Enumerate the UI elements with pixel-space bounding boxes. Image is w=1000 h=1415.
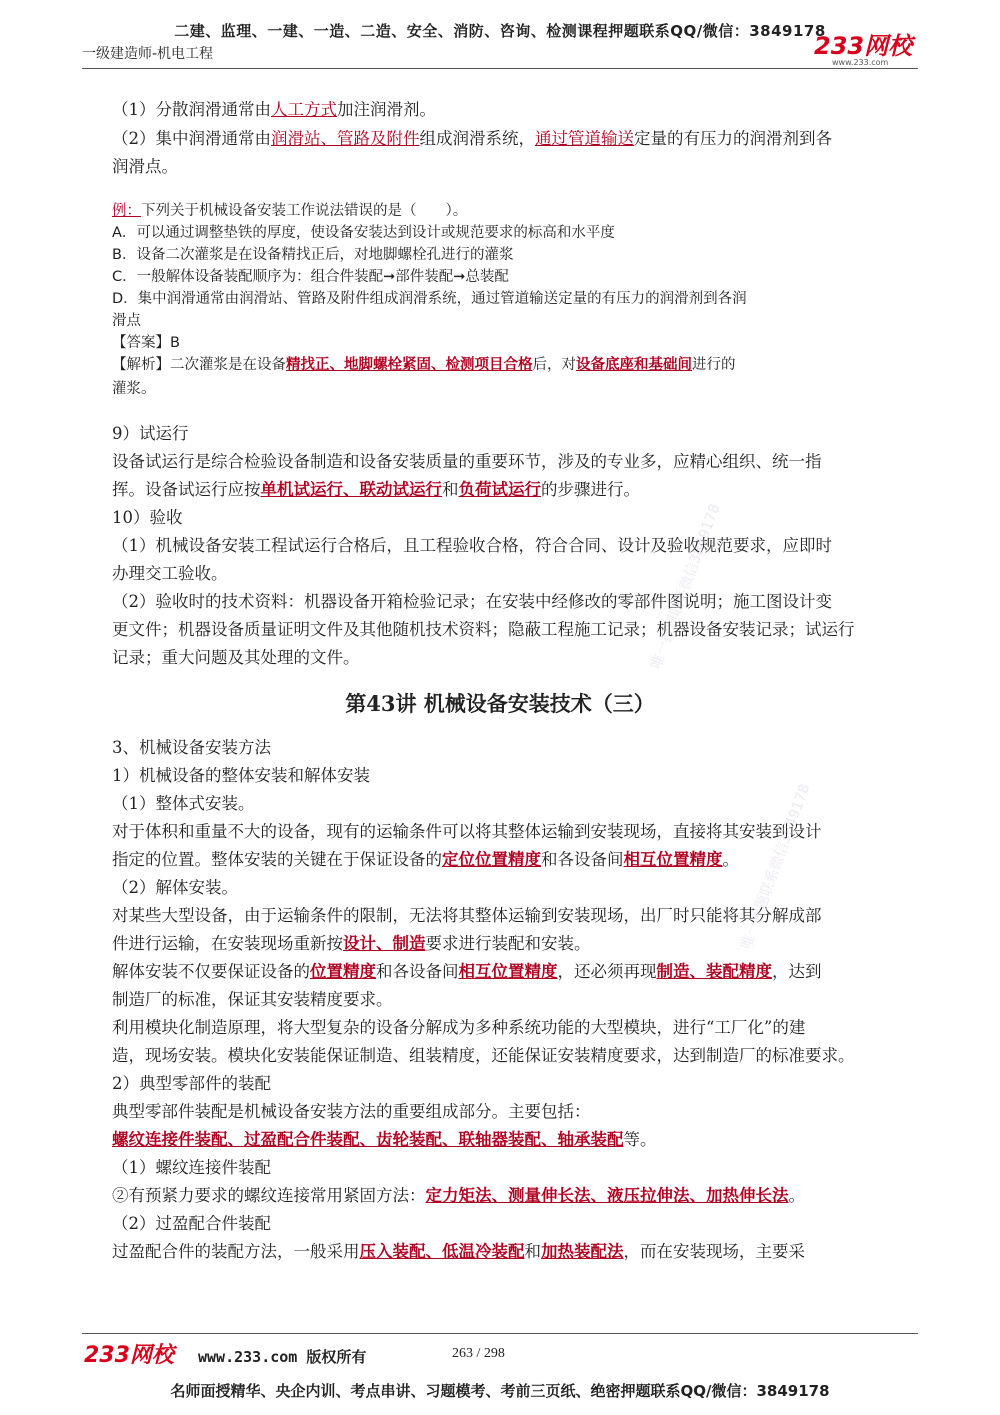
svg-text:唯一押题联系微信3849178: 唯一押题联系微信3849178 <box>738 782 814 952</box>
paragraph: 润滑点。 <box>112 157 178 176</box>
logo-text: 233网校 <box>814 32 913 60</box>
logo-url: www.233.com <box>832 58 889 67</box>
lecture-title: 第43讲 机械设备安装技术（三） <box>345 691 655 716</box>
section-heading: 9）试运行 <box>112 424 189 443</box>
section-heading: 10）验收 <box>112 508 183 527</box>
paragraph: 更文件；机器设备质量证明文件及其他随机技术资料；隐蔽工程施工记录；机器设备安装记录；试运行 <box>112 620 855 639</box>
explanation: 【解析】二次灌浆是在设备精找正、地脚螺栓紧固、检测项目合格后，对设备底座和基础间进行的 <box>112 357 736 373</box>
section-heading: （1）螺纹连接件装配 <box>112 1158 271 1177</box>
section-heading: （2）过盈配合件装配 <box>112 1214 271 1233</box>
paragraph: 记录；重大问题及其处理的文件。 <box>112 648 360 667</box>
option-d: D．集中润滑通常由润滑站、管路及附件组成润滑系统，通过管道输送定量的有压力的润滑剂到各润 <box>112 291 747 307</box>
paragraph: （2）集中润滑通常由润滑站、管路及附件组成润滑系统，通过管道输送定量的有压力的润滑剂到各 <box>112 129 832 148</box>
section-heading: 2）典型零部件的装配 <box>112 1074 271 1093</box>
paragraph: （2）验收时的技术资料：机器设备开箱检验记录；在安装中经修改的零部件图说明；施工图设计变 <box>112 592 832 611</box>
footer-copyright: www.233.com 版权所有 <box>198 1348 367 1366</box>
section-heading: 1）机械设备的整体安装和解体安装 <box>112 766 370 785</box>
paragraph: 对于体积和重量不大的设备，现有的运输条件可以将其整体运输到安装现场，直接将其安装到设计 <box>112 822 822 841</box>
paragraph: 设备试运行是综合检验设备制造和设备安装质量的重要环节，涉及的专业多，应精心组织、统一指 <box>112 452 822 471</box>
example-question: 例：下列关于机械设备安装工作说法错误的是（ ）。 <box>112 203 468 219</box>
option-b: B．设备二次灌浆是在设备精找正后，对地脚螺栓孔进行的灌浆 <box>112 247 514 263</box>
paragraph: 解体安装不仅要保证设备的位置精度和各设备间相互位置精度，还必须再现制造、装配精度，达到 <box>112 962 822 981</box>
option-a: A．可以通过调整垫铁的厚度，使设备安装达到设计或规范要求的标高和水平度 <box>112 225 615 241</box>
paragraph: 典型零部件装配是机械设备安装方法的重要组成部分。主要包括： <box>112 1102 591 1121</box>
paragraph: 件进行运输，在安装现场重新按设计、制造要求进行装配和安装。 <box>112 934 591 953</box>
answer: 【答案】B <box>112 335 180 351</box>
paragraph: 利用模块化制造原理，将大型复杂的设备分解成为多种系统功能的大型模块，进行“工厂化”的建 <box>112 1018 806 1037</box>
paragraph: 螺纹连接件装配、过盈配合件装配、齿轮装配、联轴器装配、轴承装配等。 <box>112 1130 657 1149</box>
paragraph: ②有预紧力要求的螺纹连接常用紧固方法：定力矩法、测量伸长法、液压拉伸法、加热伸长法。 <box>112 1186 805 1205</box>
footer-banner: 名师面授精华、央企内训、考点串讲、习题模考、考前三页纸、绝密押题联系QQ/微信：3849178 <box>170 1382 830 1400</box>
option-d-cont: 滑点 <box>112 313 141 329</box>
footer-divider <box>82 1333 918 1334</box>
section-heading: 3、机械设备安装方法 <box>112 738 271 757</box>
paragraph: 对某些大型设备，由于运输条件的限制，无法将其整体运输到安装现场，出厂时只能将其分解成部 <box>112 906 822 925</box>
section-heading: （1）整体式安装。 <box>112 794 255 813</box>
header-divider <box>82 68 918 69</box>
option-c: C．一般解体设备装配顺序为：组合件装配➞部件装配➞总装配 <box>112 269 509 285</box>
paragraph: 挥。设备试运行应按单机试运行、联动试运行和负荷试运行的步骤进行。 <box>112 480 640 499</box>
paragraph: 造，现场安装。模块化安装能保证制造、组装精度，还能保证安装精度要求，达到制造厂的标准要求。 <box>112 1046 855 1065</box>
section-heading: （2）解体安装。 <box>112 878 238 897</box>
paragraph: （1）机械设备安装工程试运行合格后，且工程验收合格，符合合同、设计及验收规范要求，应即时 <box>112 536 832 555</box>
paragraph: 制造厂的标准，保证其安装精度要求。 <box>112 990 393 1009</box>
paragraph: （1）分散润滑通常由人工方式加注润滑剂。 <box>112 100 436 119</box>
header-banner: 二建、监理、一建、一造、二造、安全、消防、咨询、检测课程押题联系QQ/微信：3849178 <box>174 22 826 40</box>
svg-text:唯一押题联系微信3849178: 唯一押题联系微信3849178 <box>648 502 724 672</box>
footer-logo <box>82 1339 186 1369</box>
page-number: 263 / 298 <box>452 1346 505 1361</box>
footer-logo-text: 233网校 <box>84 1343 174 1368</box>
paragraph: 办理交工验收。 <box>112 564 228 583</box>
paragraph: 过盈配合件的装配方法，一般采用压入装配、低温冷装配和加热装配法，而在安装现场，主要采 <box>112 1242 805 1261</box>
explanation-cont: 灌浆。 <box>112 381 156 397</box>
paragraph: 指定的位置。整体安装的关键在于保证设备的定位位置精度和各设备间相互位置精度。 <box>112 850 739 869</box>
subject-title: 一级建造师-机电工程 <box>82 46 214 62</box>
brand-logo <box>812 30 922 68</box>
